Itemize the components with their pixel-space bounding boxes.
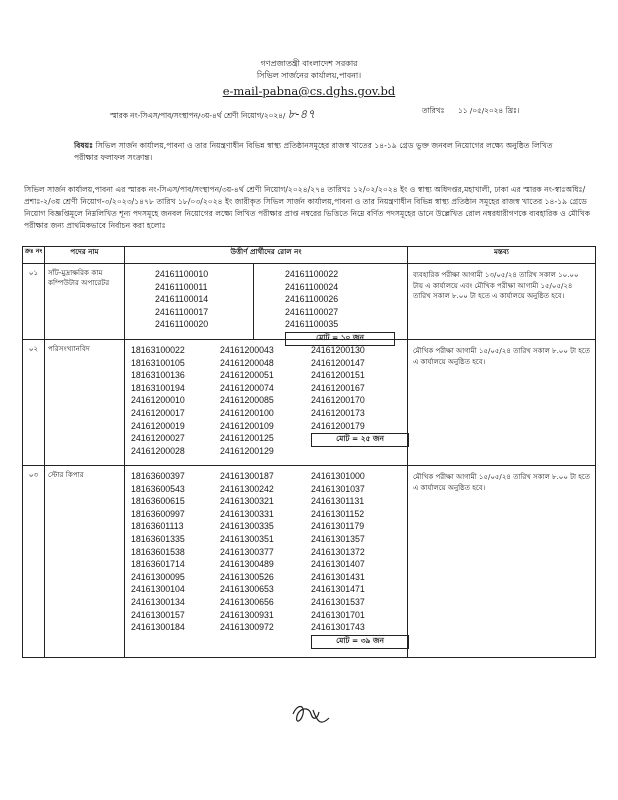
roll-number: 24161301000 — [311, 471, 365, 481]
roll-number: 24161200100 — [220, 407, 274, 418]
roll-number: 18163601335 — [131, 533, 185, 544]
roll-number: 24161301537 — [311, 596, 365, 607]
memo-ref-handwritten: ৮-৪৭ — [287, 107, 316, 121]
header-rolls: উত্তীর্ণ প্রার্থীদের রোল নং — [125, 247, 408, 264]
roll-number: 24161300351 — [220, 533, 274, 544]
row-rolls — [125, 466, 408, 658]
roll-number: 24161200151 — [311, 370, 365, 381]
roll-number: 24161100026 — [285, 294, 339, 305]
row-post: স্টোর কিপার — [45, 466, 125, 658]
roll-number: 24161200109 — [220, 420, 274, 431]
roll-column — [155, 268, 208, 331]
roll-number: 24161301131 — [311, 496, 365, 507]
body-paragraph: সিভিল সার্জন কার্যালয়,পাবনা এর স্মারক নং-সিএস/পাব/সংস্থাপন/৩য়-৪র্থ শ্রেণী নিয়োগ/২০২৪/২৭৪ তারিখঃ ১২/০২/২০২৪ ইং ও স্বাস্থ্য অধিদপ্তর,মহাখালী, ঢাকা এর স্মারক নং-স্বাঃঅধিঃ/প্রশাঃ-২/৩য় শ্রেণী নিয়োগ-৩/২০২৩/১৪৭৮ তারিখ ১৮/০৩/২০২৪ ইং জারীকৃত সিভিল সার্জন কার্যালয়,পাবনা ও তার নিয়ন্ত্রণাধীন বিভিন্ন স্বাস্থ্য প্রতিষ্ঠান সমূহের রাজস্ব খাতের ১৪-১৯ গ্রেডে নিয়োগ বিজ্ঞপ্তিমূলে নিম্নলিখিত শূন্য পদসমূহে জনবল নিয়োগের লক্ষ্যে লিখিত পরীক্ষার প্রাপ্ত নম্বরের ভিত্তিতে নিম্নে বর্ণিত পদসমূহের ডানে উল্লেখিত রোল নম্বরধারীগণকে ব্যবহারিক ও মৌখিক পরীক্ষার জন্য প্রাথমিকভাবে নির্বাচন করা হলোঃ — [24, 185, 591, 230]
roll-number: 18163601714 — [131, 559, 185, 570]
roll-number: 24161200010 — [131, 395, 185, 406]
roll-number: 24161100024 — [285, 281, 339, 292]
signature — [287, 700, 335, 730]
row-post: পরিসংখ্যানবিদ — [45, 340, 125, 466]
office-header: সিভিল সার্জনের কার্যালয়,পাবনা। — [256, 71, 362, 80]
roll-number: 24161300104 — [131, 584, 185, 595]
roll-number: 24161300157 — [131, 609, 185, 620]
roll-number: 24161100020 — [155, 319, 209, 330]
roll-number: 24161301152 — [311, 508, 365, 519]
roll-column — [285, 268, 338, 331]
roll-column — [131, 470, 185, 634]
roll-number: 24161300656 — [220, 596, 274, 607]
roll-number: 24161301372 — [311, 546, 365, 557]
roll-number: 18163601113 — [131, 521, 184, 532]
memo-date-label: তারিখঃ — [422, 106, 445, 115]
roll-number: 24161100022 — [285, 269, 339, 279]
roll-number: 24161200130 — [311, 345, 365, 355]
row-rolls — [125, 264, 408, 340]
roll-number: 24161301743 — [311, 622, 365, 633]
row-rolls — [125, 340, 408, 466]
memo-line — [110, 106, 570, 126]
roll-number: 24161200170 — [311, 395, 365, 406]
table-row — [23, 466, 596, 658]
row-sl: ০১ — [23, 264, 45, 340]
roll-number: 24161300095 — [131, 571, 185, 582]
subject-label: বিষয়ঃ — [74, 141, 94, 150]
roll-number: 24161300184 — [131, 622, 185, 633]
roll-column — [311, 344, 365, 432]
memo-date: ১১ /০৫/২০২৪ খ্রিঃ। — [458, 106, 520, 115]
roll-number: 24161300187 — [220, 471, 274, 481]
table-header-row — [23, 247, 596, 264]
roll-number: 24161300377 — [220, 546, 274, 557]
header-post: পদের নাম — [45, 247, 125, 264]
subject-text: সিভিল সার্জন কার্যালয়,পাবনা ও তার নিয়ন্ত্রণাধীন বিভিন্ন স্বাস্থ্য প্রতিষ্ঠানসমূহের রাজস্ব খাতের ১৪-১৯ গ্রেড ভুক্ত জনবল নিয়োগের লক্ষ্যে অনুষ্ঠিত লিখিত পরীক্ষার ফলাফল সংক্রান্ত। — [74, 141, 553, 162]
memo-ref: স্মারক নং-সিএস/পাব/সংস্থাপন/৩য়-৪র্থ শ্রেণী নিয়োগ/২০২৪/ — [110, 111, 286, 120]
total-count: মোট = ১০ জন — [285, 332, 395, 346]
roll-number: 24161301037 — [311, 483, 365, 494]
roll-column — [220, 344, 274, 457]
roll-number: 24161300134 — [131, 596, 185, 607]
roll-number: 18163100105 — [131, 357, 185, 368]
table-row — [23, 264, 596, 340]
roll-number: 24161200074 — [220, 382, 274, 393]
row-sl: ০২ — [23, 340, 45, 466]
roll-number: 24161200173 — [311, 407, 365, 418]
roll-number: 24161200027 — [131, 433, 185, 444]
roll-number: 24161100010 — [155, 269, 209, 279]
roll-number: 24161300526 — [220, 571, 274, 582]
roll-number: 18163601538 — [131, 546, 185, 557]
roll-column — [220, 470, 274, 634]
roll-number: 24161200019 — [131, 420, 185, 431]
roll-number: 24161300242 — [220, 483, 274, 494]
header-remarks: মন্তব্য — [408, 247, 596, 264]
total-count: মোট = ৩৯ জন — [311, 635, 409, 649]
roll-number: 24161301407 — [311, 559, 365, 570]
roll-number: 24161200017 — [131, 407, 185, 418]
roll-number: 24161300972 — [220, 622, 274, 633]
roll-number: 18163600543 — [131, 483, 185, 494]
roll-number: 18163600397 — [131, 471, 185, 481]
roll-number: 24161301701 — [311, 609, 365, 620]
roll-number: 24161100027 — [285, 306, 339, 317]
subject — [74, 140, 574, 164]
roll-number: 24161301431 — [311, 571, 365, 582]
results-table — [22, 246, 596, 658]
roll-number: 24161100014 — [155, 294, 209, 305]
roll-number: 24161301357 — [311, 533, 365, 544]
row-remark: ব্যবহারিক পরীক্ষা আগামী ১৩/০৫/২৪ তারিখ সকাল ১০.০০ টায় এ কার্যালয়ে এবং মৌখিক পরীক্ষা আগামী ১৫/০৫/২৪ তারিখ সকাল ৮.০০ টা হতে এ কার্যালয়ে অনুষ্ঠিত হবে। — [408, 264, 596, 340]
roll-number: 18163100022 — [131, 345, 185, 355]
roll-number: 24161200125 — [220, 433, 274, 444]
roll-column — [131, 344, 185, 457]
office-email: e-mail-pabna@cs.dghs.gov.bd — [222, 84, 396, 98]
roll-number: 24161300653 — [220, 584, 274, 595]
roll-number: 24161200167 — [311, 382, 365, 393]
roll-number: 24161300931 — [220, 609, 274, 620]
roll-number: 24161100017 — [155, 306, 209, 317]
header-sl: ক্রঃ নং — [23, 247, 45, 264]
roll-number: 24161200051 — [220, 370, 274, 381]
roll-number: 18163600997 — [131, 508, 185, 519]
row-remark: মৌখিক পরীক্ষা আগামী ১৫/০৫/২৪ তারিখ সকাল ৮.০০ টা হতে এ কার্যালয়ে অনুষ্ঠিত হবে। — [408, 340, 596, 466]
roll-number: 24161200048 — [220, 357, 274, 368]
roll-number: 24161300321 — [220, 496, 274, 507]
roll-number: 24161300331 — [220, 508, 274, 519]
roll-column — [311, 470, 365, 634]
roll-number: 24161200028 — [131, 445, 185, 456]
row-remark: মৌখিক পরীক্ষা আগামী ১৫/০৫/২৪ তারিখ সকাল ৮.০০ টা হতে এ কার্যালয়ে অনুষ্ঠিত হবে। — [408, 466, 596, 658]
roll-number: 24161200179 — [311, 420, 365, 431]
roll-number: 18163100194 — [131, 382, 185, 393]
roll-number: 18163600615 — [131, 496, 185, 507]
total-count: মোট = ২৫ জন — [311, 433, 409, 447]
roll-number: 24161200129 — [220, 445, 274, 456]
roll-number: 24161301179 — [311, 521, 365, 532]
roll-number: 24161200085 — [220, 395, 274, 406]
govt-header: গণপ্রজাতন্ত্রী বাংলাদেশ সরকার — [260, 59, 358, 68]
row-sl: ০৩ — [23, 466, 45, 658]
roll-number: 24161200043 — [220, 345, 274, 355]
roll-number: 24161100035 — [285, 319, 339, 330]
roll-number: 24161301471 — [311, 584, 365, 595]
roll-number: 24161300335 — [220, 521, 274, 532]
roll-number: 24161200147 — [311, 357, 365, 368]
table-row — [23, 340, 596, 466]
roll-number: 24161300489 — [220, 559, 274, 570]
row-post: সাঁট-মুদ্রাক্ষরিক কাম কম্পিউটার অপারেটর — [45, 264, 125, 340]
column-divider — [253, 264, 254, 339]
roll-number: 24161100011 — [155, 281, 208, 292]
roll-number: 18163100136 — [131, 370, 185, 381]
